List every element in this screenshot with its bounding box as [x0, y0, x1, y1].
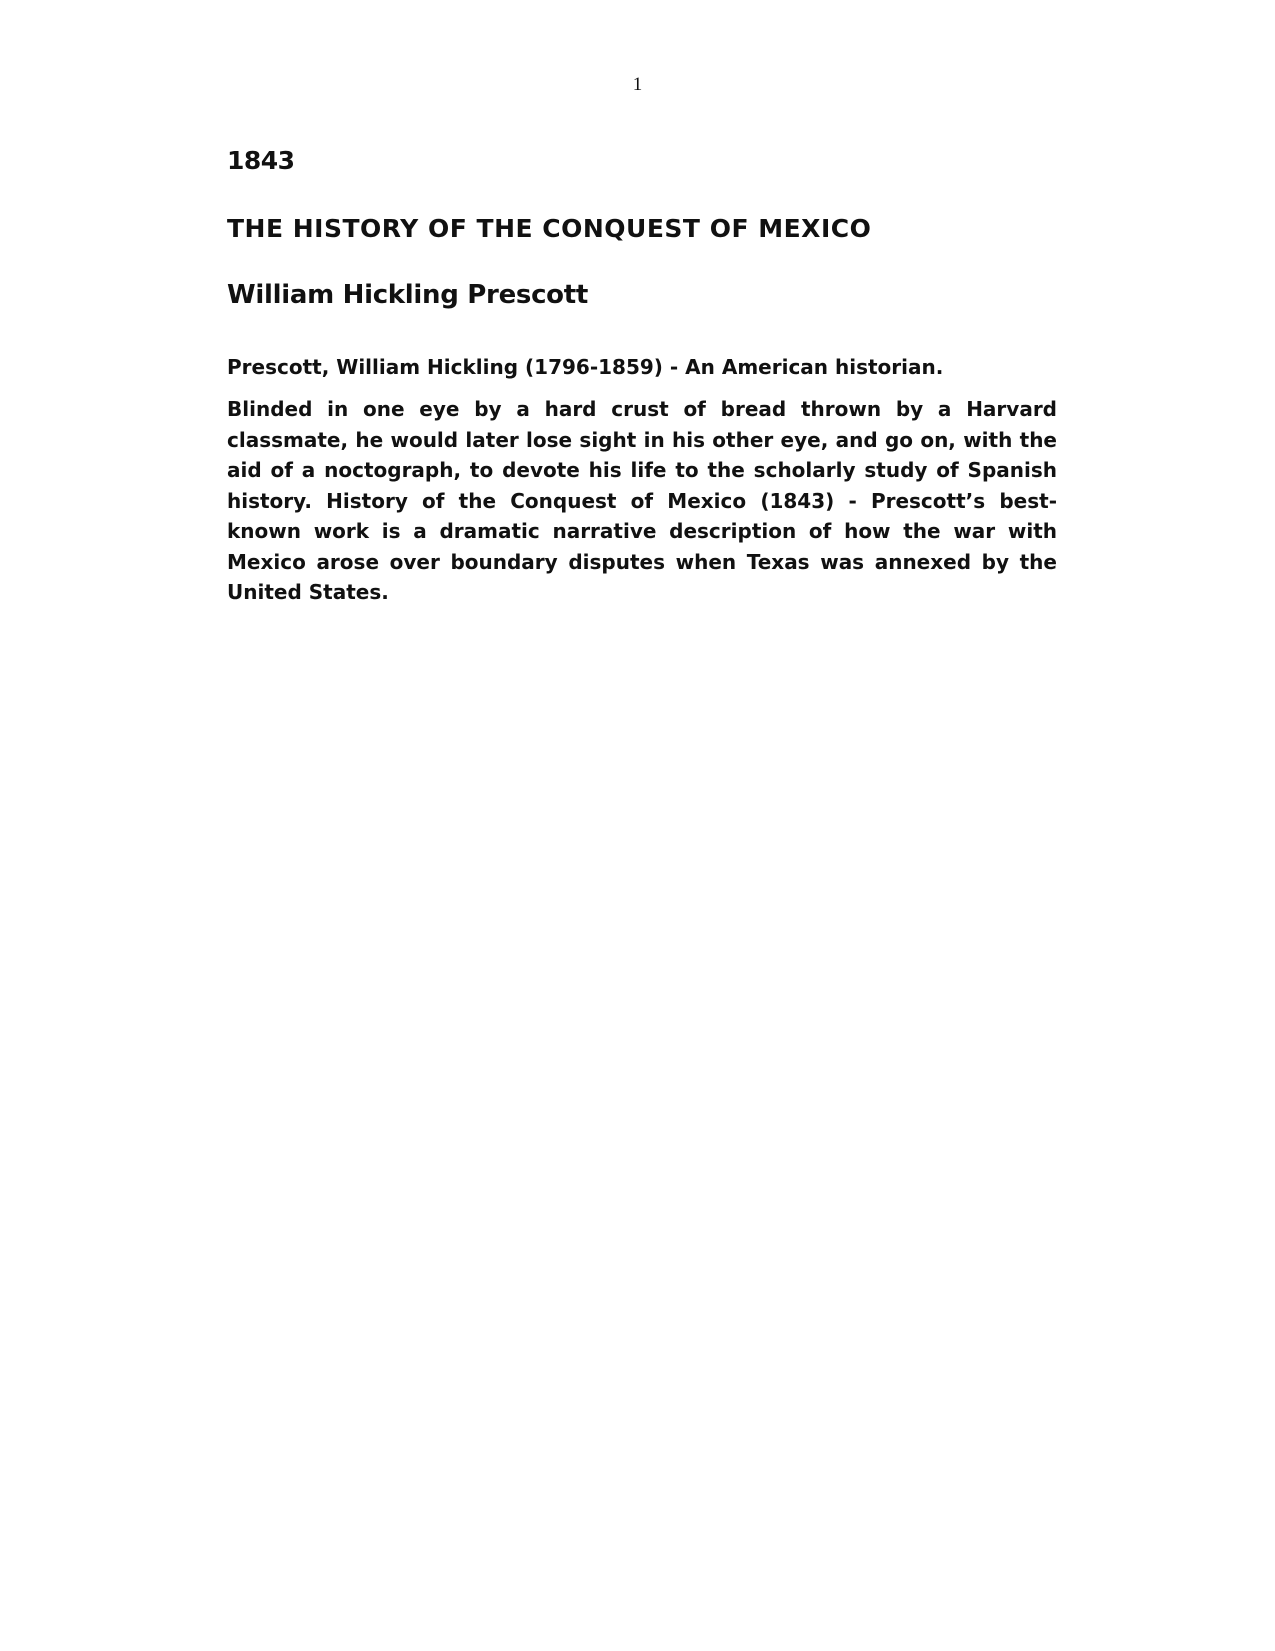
page-number: 1 [632, 74, 643, 95]
bio-heading: Prescott, William Hickling (1796-1859) - An American historian. [227, 355, 944, 380]
author-name: William Hickling Prescott [227, 280, 589, 310]
bio-paragraph: Blinded in one eye by a hard crust of bread thrown by a Harvard classmate, he would later lose sight in his other eye, and go on, with the aid of a noctograph, to devote his life to the scholarly study of Spanish history. History of the Conquest of Mexico (1843) - Prescott’s best-known work is a dramatic narrative description of how the war with Mexico arose over boundary disputes when Texas was annexed by the United States. [227, 397, 1057, 605]
book-title: THE HISTORY OF THE CONQUEST OF MEXICO [227, 214, 872, 243]
document-body [227, 146, 1057, 608]
publication-year: 1843 [227, 146, 295, 175]
